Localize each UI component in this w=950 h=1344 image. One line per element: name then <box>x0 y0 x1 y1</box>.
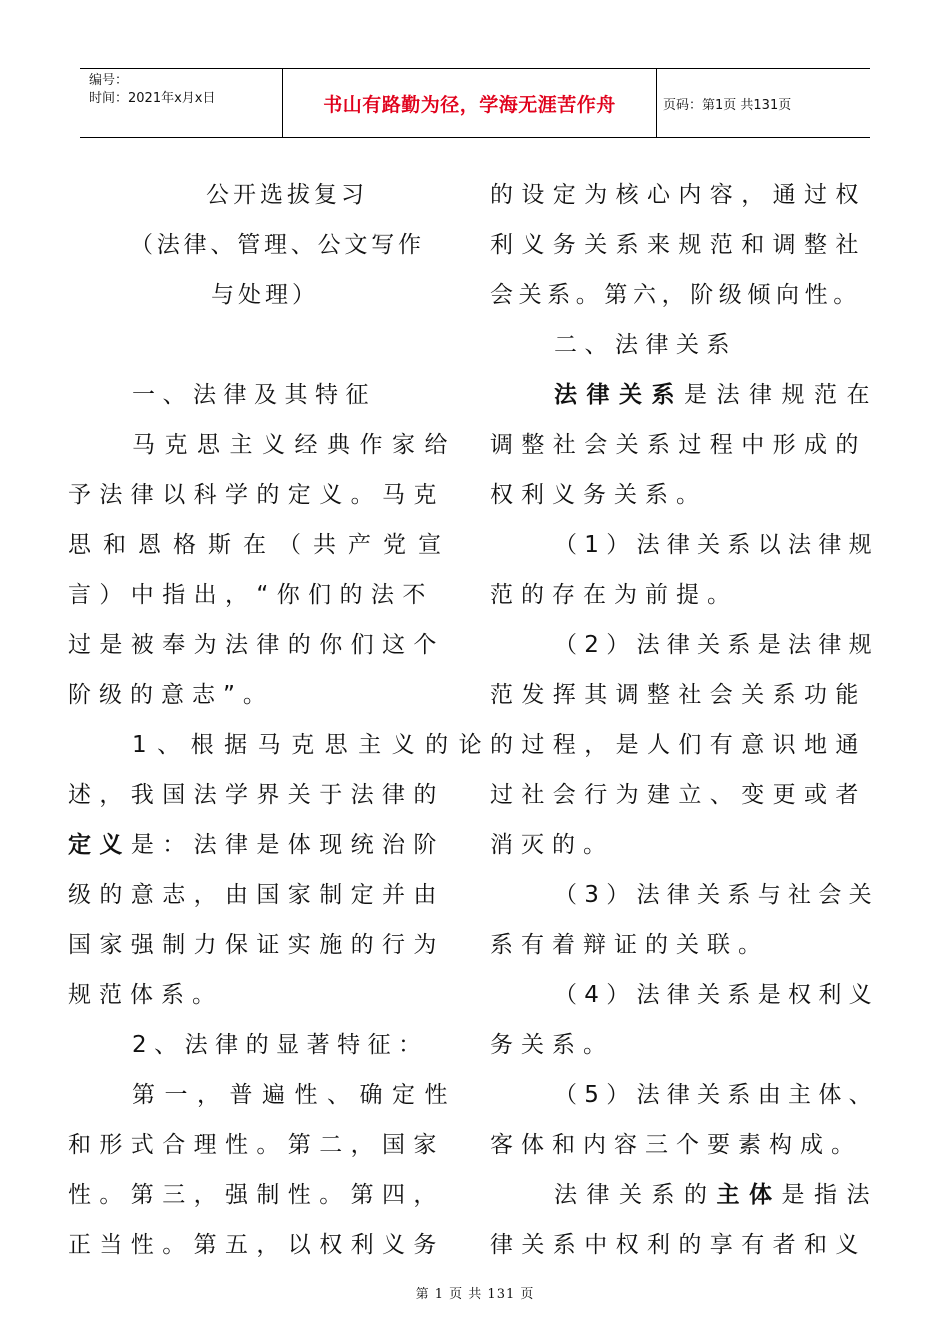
left-text-column <box>68 170 493 1270</box>
text-line: 调整社会关系过程中形成的 <box>490 432 867 458</box>
text-segment: 是法律规范在 <box>684 382 879 408</box>
right-text-column <box>490 170 882 1270</box>
text-line: 的过程，是人们有意识地通 <box>490 732 867 758</box>
text-line: 规范体系。 <box>68 982 223 1008</box>
text-line: 一、法律及其特征 <box>132 382 376 408</box>
text-line: 与处理） <box>211 282 319 308</box>
text-line: 系有着辩证的关联。 <box>490 932 769 958</box>
header-motto: 书山有路勤为径，学海无涯苦作舟 <box>283 69 657 137</box>
document-header <box>80 68 870 138</box>
text-line: 正当性。第五，以权利义务 <box>68 1232 445 1258</box>
text-line: 公开选拔复习 <box>206 182 368 208</box>
text-line: （2）法律关系是法律规 <box>554 632 879 658</box>
text-line: （5）法律关系由主体、 <box>554 1082 879 1108</box>
text-line: 和形式合理性。第二，国家 <box>68 1132 445 1158</box>
text-line: 过社会行为建立、变更或者 <box>490 782 867 808</box>
text-line: 马克思主义经典作家给 <box>132 432 457 458</box>
text-line: 范的存在为前提。 <box>490 582 738 608</box>
text-line <box>490 1170 882 1220</box>
text-line: 2、法律的显著特征： <box>132 1032 429 1058</box>
text-segment: 法律关系的 <box>554 1182 717 1208</box>
text-line: 利义务关系来规范和调整社 <box>490 232 867 258</box>
text-line: 述，我国法学界关于法律的 <box>68 782 445 808</box>
text-segment: 是指法 <box>781 1182 879 1208</box>
text-line: 1、根据马克思主义的论 <box>132 732 493 758</box>
document-time-label: 时间：2021年x月x日 <box>89 91 216 106</box>
text-segment: 是：法律是体现统治阶 <box>130 832 445 858</box>
text-line: 客体和内容三个要素构成。 <box>490 1132 862 1158</box>
text-line: 范发挥其调整社会关系功能 <box>490 682 867 708</box>
text-line: 思和恩格斯在（共产党宣 <box>68 532 453 558</box>
text-line: 予法律以科学的定义。马克 <box>68 482 445 508</box>
text-line: 务关系。 <box>490 1032 614 1058</box>
text-line: 第一，普遍性、确定性 <box>132 1082 457 1108</box>
text-line: 的设定为核心内容，通过权 <box>490 182 867 208</box>
text-line: 级的意志，由国家制定并由 <box>68 882 445 908</box>
text-line: （1）法律关系以法律规 <box>554 532 879 558</box>
bold-term: 主体 <box>716 1182 782 1208</box>
text-line: 性。第三，强制性。第四， <box>68 1182 445 1208</box>
bold-term: 定义 <box>68 832 131 858</box>
text-line: 言）中指出，“你们的法不 <box>68 582 434 608</box>
text-line: 二、法律关系 <box>554 332 737 358</box>
text-line: 权利义务关系。 <box>490 482 707 508</box>
text-line: 过是被奉为法律的你们这个 <box>68 632 445 658</box>
text-line <box>68 320 460 370</box>
header-meta-cell <box>80 69 283 137</box>
text-line: （法律、管理、公文写作 <box>130 232 425 258</box>
text-line: 阶级的意志”。 <box>68 682 274 708</box>
bold-term: 法律关系 <box>554 382 684 408</box>
document-number-label: 编号： <box>89 73 129 88</box>
text-line <box>490 370 882 420</box>
header-page-label: 页码：第1页 共131页 <box>663 97 792 113</box>
text-line: 国家强制力保证实施的行为 <box>68 932 445 958</box>
page-footer: 第 1 页 共 131 页 <box>415 1287 535 1302</box>
text-line: 消灭的。 <box>490 832 614 858</box>
text-line: 会关系。第六，阶级倾向性。 <box>490 282 862 308</box>
text-line: （3）法律关系与社会关 <box>554 882 879 908</box>
text-line <box>68 820 460 870</box>
text-line: （4）法律关系是权利义 <box>554 982 879 1008</box>
text-line: 律关系中权利的享有者和义 <box>490 1232 867 1258</box>
